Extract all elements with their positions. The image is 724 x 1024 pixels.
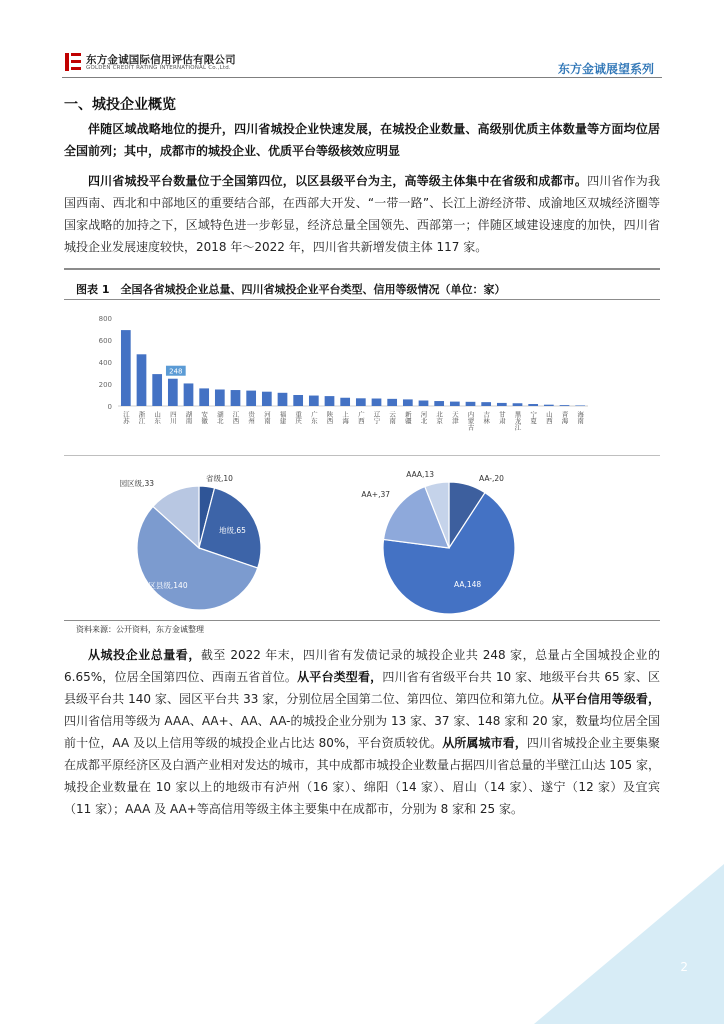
figure-title: 图表 1 全国各省城投企业总量、四川省城投企业平台类型、信用等级情况（单位：家） [76, 283, 506, 296]
corner-decoration [524, 864, 724, 1024]
bar-天津 [450, 402, 460, 406]
bar-广西 [356, 398, 366, 406]
pie-label: AAA,13 [406, 470, 434, 479]
x-tick-label: 吉林 [482, 411, 491, 424]
y-tick-label: 800 [98, 315, 112, 323]
x-tick-label: 湖南 [184, 411, 193, 424]
province-bar-chart [64, 300, 660, 450]
bar-贵州 [246, 391, 256, 406]
bar-广东 [309, 396, 319, 406]
bar-海南 [575, 405, 585, 406]
bar-河北 [419, 401, 429, 407]
figure-source: 资料来源：公开资料，东方金诚整理 [76, 625, 204, 634]
company-name: 东方金诚国际信用评估有限公司 [86, 54, 236, 66]
x-tick-label: 上海 [341, 411, 350, 424]
analysis-text-1: 截至 2022 年末，四川省有发债记录的城投企业共 248 家，总量占全国城投企业的 6.65%，位居全国第四位、西南五省首位。 [64, 648, 660, 684]
x-tick-label: 广西 [356, 411, 365, 424]
bar-安徽 [199, 388, 209, 406]
series-title: 东方金诚展望系列 [557, 62, 654, 76]
pie-label: AA+,37 [361, 490, 390, 499]
bar-江西 [231, 390, 241, 406]
header-divider [62, 77, 662, 78]
analysis-bold-4: 从所属城市看， [442, 736, 527, 750]
bar-山西 [544, 405, 554, 406]
pie-label: 区县级,140 [148, 581, 188, 590]
x-tick-label: 陕西 [325, 411, 334, 424]
bar-四川 [168, 379, 178, 406]
x-tick-label: 福建 [278, 411, 287, 424]
y-tick-label: 200 [98, 381, 112, 389]
x-tick-label: 新疆 [403, 411, 412, 424]
x-tick-label: 山东 [153, 411, 162, 424]
x-tick-label: 江苏 [121, 411, 130, 424]
paragraph-overview-bold: 四川省城投平台数量位于全国第四位，以区县级平台为主，高等级主体集中在省级和成都市。 [88, 174, 588, 188]
figure-top-rule [64, 268, 660, 270]
pie-chart-svg [64, 462, 660, 622]
x-tick-label: 重庆 [294, 411, 303, 424]
bar-内蒙古 [466, 402, 476, 406]
bar-chart-svg [64, 300, 660, 450]
bar-浙江 [137, 354, 147, 406]
bar-黑龙江 [513, 403, 523, 406]
bar-河南 [262, 392, 272, 406]
analysis-text-4: 四川省城投企业主要集聚在成都平原经济区及白酒产业相对发达的城市，其中成都市城投企业数量占据四川省总量的半壁江山达 105 家，城投企业数量在 10 家以上的地级市有泸州（16 家）、绵阳（14 家）、眉山（14 家）、遂宁（12 家）及宜宾（11 家）；AAA 及 AA+等高信用等级主体主要集中在成都市，分别为 8 家和 25 家。 [64, 736, 660, 816]
y-tick-label: 400 [98, 359, 112, 367]
x-tick-label: 浙江 [137, 411, 146, 424]
analysis-bold-2: 从平台类型看， [297, 670, 383, 684]
company-name-en: GOLDEN CREDIT RATING INTERNATIONAL Co.,Ltd. [86, 65, 231, 71]
data-label: 248 [169, 367, 183, 376]
pie-label: 园区级,33 [119, 479, 154, 488]
bar-湖北 [215, 390, 225, 407]
x-tick-label: 宁夏 [529, 411, 538, 424]
x-tick-label: 四川 [168, 411, 177, 424]
x-tick-label: 河南 [262, 411, 271, 424]
pie-label: 省级,10 [206, 474, 233, 483]
bar-新疆 [403, 399, 413, 406]
bar-吉林 [481, 402, 491, 406]
pie-charts [64, 462, 660, 622]
bar-云南 [387, 399, 397, 406]
x-tick-label: 甘肃 [497, 411, 506, 424]
x-tick-label: 河北 [419, 411, 428, 424]
x-tick-label: 青海 [560, 411, 569, 424]
bar-山东 [152, 374, 162, 406]
bar-北京 [434, 401, 444, 406]
analysis-text-3: 四川省信用等级为 AAA、AA+、AA、AA-的城投企业分别为 13 家、37 家、148 家和 20 家，数量均位居全国前十位，AA 及以上信用等级的城投企业占比达 80%，平台资质较优。 [64, 714, 660, 750]
section-heading: 一、城投企业概览 [64, 97, 176, 113]
bar-辽宁 [372, 399, 382, 406]
figure-bottom-rule [64, 620, 660, 621]
x-tick-label: 江西 [231, 411, 240, 424]
x-tick-label: 内蒙古 [466, 411, 475, 431]
x-tick-label: 北京 [435, 411, 444, 424]
bar-福建 [278, 393, 288, 406]
y-tick-label: 600 [98, 337, 112, 345]
x-tick-label: 云南 [388, 411, 397, 424]
bar-陕西 [325, 396, 335, 406]
lead-paragraph: 伴随区域战略地位的提升，四川省城投企业快速发展，在城投企业数量、高级别优质主体数量等方面均位居全国前列；其中，成都市的城投企业、优质平台等级核效应明显 [64, 122, 660, 158]
paragraph-analysis [64, 644, 660, 820]
bar-上海 [340, 398, 350, 406]
analysis-bold-1: 从城投企业总量看， [88, 648, 201, 662]
analysis-bold-3: 从平台信用等级看， [551, 692, 660, 706]
x-tick-label: 广东 [309, 411, 318, 424]
paragraph-overview-text: 四川省作为我国西南、西北和中部地区的重要结合部，在西部大开发、“一带一路”、长江上游经济带、成渝地区双城经济圈等国家战略的加持之下，区域特色进一步彰显，经济总量全国领先、西部第一；伴随区域建设速度的加快，四川省城投企业发展速度较快，2018 年～2022 年，四川省共新增发债主体 117 家。 [64, 174, 660, 254]
paragraph-overview [64, 170, 660, 258]
page-number: 2 [680, 960, 688, 974]
bar-青海 [560, 405, 570, 406]
bar-宁夏 [528, 404, 538, 406]
pie-label: AA-,20 [479, 474, 504, 483]
x-tick-label: 辽宁 [372, 411, 381, 424]
x-tick-label: 海南 [576, 411, 585, 424]
x-tick-label: 黑龙江 [513, 411, 522, 431]
bar-湖南 [184, 383, 194, 406]
bar-江苏 [121, 330, 131, 406]
pie-label: AA,148 [454, 580, 482, 589]
x-tick-label: 安徽 [200, 411, 209, 424]
x-tick-label: 湖北 [215, 411, 224, 424]
x-tick-label: 贵州 [247, 411, 256, 424]
x-tick-label: 山西 [544, 411, 553, 424]
pie-label: 地级,65 [219, 526, 246, 535]
figure-mid-rule [64, 455, 660, 456]
bar-甘肃 [497, 403, 507, 406]
y-tick-label: 0 [107, 403, 112, 411]
x-tick-label: 天津 [450, 411, 459, 424]
company-logo-icon [64, 52, 82, 72]
bar-重庆 [293, 395, 303, 406]
analysis-text-2: 四川省有省级平台共 10 家、地级平台共 65 家、区县级平台共 140 家、园区平台共 33 家，分别位居全国第二位、第四位、第四位和第九位。 [64, 670, 660, 706]
